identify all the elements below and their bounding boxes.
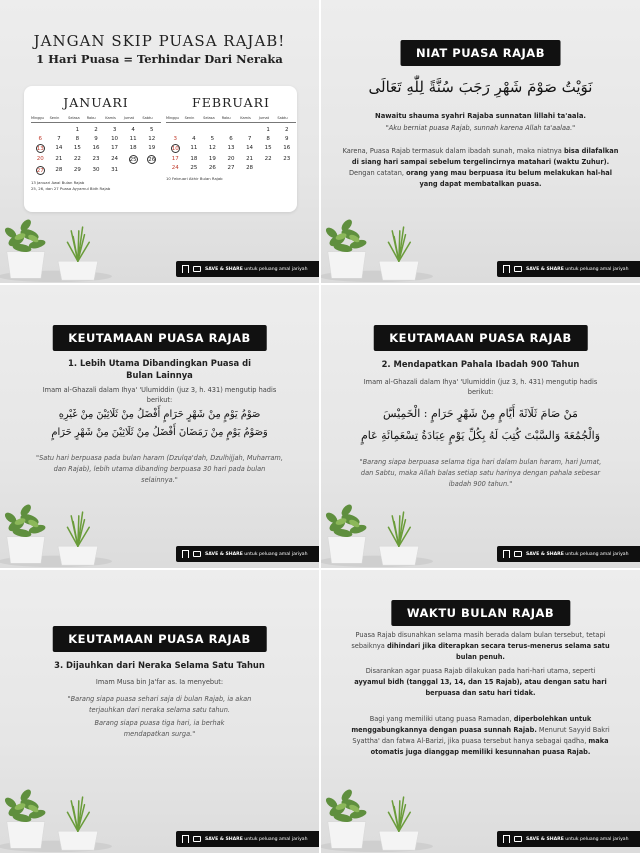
calendar-date: 10 bbox=[111, 136, 119, 142]
calendar-date: 22 bbox=[264, 156, 272, 162]
hadith-arabic-1: صَوْمُ يَوْمٍ مِنْ شَهْرٍ حَرَامٍ أَفْضَلُ مِنْ ثَلَاثِيْنَ مِنْ غَيْرِهِ bbox=[58, 409, 261, 420]
panel-calendar bbox=[0, 0, 319, 283]
calendar-date: 5 bbox=[149, 127, 154, 133]
calendar-date: 17 bbox=[171, 156, 179, 162]
save-share-bar[interactable] bbox=[176, 546, 319, 562]
page-title: JANGAN SKIP PUASA RAJAB! bbox=[33, 32, 286, 50]
calendar-date: 12 bbox=[148, 136, 156, 142]
weekday: Kamis bbox=[240, 116, 251, 120]
plant-pots-image bbox=[321, 763, 436, 853]
calendar-date: 18 bbox=[129, 145, 137, 151]
niat-explanation bbox=[341, 146, 620, 190]
calendar-date: 7 bbox=[57, 136, 61, 142]
weekday: Selasa bbox=[203, 116, 215, 120]
calendar-date bbox=[277, 165, 296, 171]
calendar-date: 17 bbox=[111, 145, 119, 151]
share-icon bbox=[193, 266, 201, 272]
section-heading: 2. Mendapatkan Pahala Ibadah 900 Tahun bbox=[381, 359, 580, 369]
weekday: Minggu bbox=[166, 116, 179, 120]
paragraph-2 bbox=[351, 666, 610, 699]
text-bold: dihindari jika diterapkan secara terus-menerus selama satu bulan penuh. bbox=[386, 642, 610, 661]
save-share-label: SAVE & SHARE bbox=[205, 266, 243, 272]
calendar-date: 3 bbox=[173, 136, 178, 142]
calendar-note: 25, 26, dan 27 Puasa Ayyamul Bidh Rajab bbox=[31, 186, 111, 191]
plant-pots-image bbox=[0, 478, 115, 568]
panel-title: NIAT PUASA RAJAB bbox=[400, 40, 561, 66]
calendar-date: 8 bbox=[75, 136, 80, 142]
calendar-date: 14 bbox=[246, 145, 254, 151]
calendar-date: 6 bbox=[38, 136, 43, 142]
calendar-february bbox=[166, 86, 296, 182]
calendar-date: 4 bbox=[131, 127, 135, 133]
text-segment: Puasa Rajab disunahkan selama masih berada dalam bulan tersebut, tetapi sebaiknya bbox=[351, 631, 606, 650]
share-icon bbox=[514, 266, 522, 272]
weekday-row bbox=[31, 116, 161, 123]
save-share-label: SAVE & SHARE bbox=[526, 266, 564, 272]
calendar-date: 26 bbox=[208, 165, 216, 171]
text-segment: Bagi yang memiliki utang puasa Ramadan, bbox=[369, 715, 514, 723]
calendar-date: 19 bbox=[148, 145, 156, 151]
calendar-date bbox=[31, 127, 50, 133]
weekday: Kamis bbox=[105, 116, 116, 120]
weekday: Rabu bbox=[86, 116, 96, 120]
save-share-bar[interactable] bbox=[497, 261, 640, 277]
calendar-date: 21 bbox=[55, 156, 63, 162]
calendar-date: 7 bbox=[247, 136, 252, 142]
panel-waktu bbox=[321, 570, 640, 853]
niat-meaning: "Aku berniat puasa Rajab, sunnah karena Allah ta'aalaa." bbox=[385, 124, 576, 132]
panel-title: KEUTAMAAN PUASA RAJAB bbox=[52, 626, 267, 652]
quote-1: "Barang siapa puasa sehari saja di bulan Rajab, ia akan terjauhkan dari neraka selama satu tahun. bbox=[67, 695, 252, 714]
calendar-note: 13 Januari Awal Bulan Rajab bbox=[31, 180, 85, 185]
plant-pots-image bbox=[0, 193, 115, 283]
calendar-date bbox=[240, 127, 259, 133]
calendar-date: 29 bbox=[73, 167, 81, 173]
save-share-label: SAVE & SHARE bbox=[205, 551, 243, 557]
save-share-bar[interactable] bbox=[497, 546, 640, 562]
calendar-date: 19 bbox=[208, 156, 216, 162]
calendar-date: 16 bbox=[92, 145, 100, 151]
section-heading: 1. Lebih Utama Dibandingkan Puasa di Bulan Lainnya bbox=[68, 358, 251, 380]
calendar-date: 4 bbox=[192, 136, 196, 142]
hadith-arabic-1: مَنْ صَامَ ثَلَاثَةَ أَيَّامٍ مِنْ شَهْرٍ حَرَامٍ : الْخَمِيْسَ bbox=[383, 407, 578, 420]
text-segment: Menurut Sayyid Bakri Syattha' dan fatwa Al-Barizi, jika puasa tersebut hanya sebagai qadha, bbox=[352, 726, 610, 745]
save-share-text: untuk peluang amal jariyah bbox=[563, 551, 629, 557]
calendar-date bbox=[222, 127, 241, 133]
save-share-label: SAVE & SHARE bbox=[526, 551, 564, 557]
text-bold: orang yang mau berpuasa itu belum melakukan hal-hal yang dapat membatalkan puasa. bbox=[406, 169, 613, 188]
weekday: Sabtu bbox=[277, 116, 288, 120]
save-share-text: untuk peluang amal jariyah bbox=[563, 266, 629, 272]
calendar-date: 1 bbox=[266, 127, 270, 133]
date-grid bbox=[166, 127, 296, 171]
calendar-date bbox=[124, 167, 143, 175]
calendar-date: 27 bbox=[36, 168, 44, 174]
calendar-date bbox=[185, 127, 204, 133]
bookmark-icon bbox=[503, 265, 510, 273]
calendar-date: 5 bbox=[210, 136, 215, 142]
source-text: Imam al-Ghazali dalam Ihya' 'Ulumiddin (juz 3, h. 431) mengutip hadis berikut: bbox=[42, 386, 277, 404]
calendar-note: 10 Februari Akhir Bulan Rajab bbox=[166, 176, 223, 181]
calendar-january bbox=[31, 86, 161, 192]
calendar-date: 13 bbox=[36, 146, 44, 152]
calendar-date: 2 bbox=[94, 127, 98, 133]
calendar-date: 23 bbox=[283, 156, 291, 162]
calendar-date bbox=[259, 165, 278, 171]
calendar-date: 31 bbox=[111, 167, 119, 173]
calendar-date: 1 bbox=[75, 127, 80, 133]
calendar-date: 8 bbox=[266, 136, 270, 142]
calendar-date: 13 bbox=[227, 145, 235, 151]
bookmark-icon bbox=[182, 550, 189, 558]
calendar-date: 9 bbox=[284, 136, 289, 142]
text-segment: Karena, Puasa Rajab termasuk dalam ibadah sunah, maka niatnya bbox=[342, 147, 562, 155]
save-share-bar[interactable] bbox=[176, 831, 319, 847]
weekday: Senin bbox=[49, 116, 60, 120]
save-share-text: untuk peluang amal jariyah bbox=[242, 266, 308, 272]
calendar-date: 20 bbox=[36, 156, 44, 162]
share-icon bbox=[514, 836, 522, 842]
plant-pots-image bbox=[321, 193, 436, 283]
save-share-label: SAVE & SHARE bbox=[526, 836, 564, 842]
weekday: Sabtu bbox=[142, 116, 153, 120]
panel-keutamaan-3 bbox=[0, 570, 319, 853]
source-text: Imam Musa bin Ja'far as. Ia menyebut: bbox=[95, 678, 224, 686]
weekday: Senin bbox=[184, 116, 195, 120]
calendar-date: 20 bbox=[227, 156, 235, 162]
source-text: Imam al-Ghazali dalam Ihya' 'Ulumiddin (juz 3, h. 431) mengutip hadis berikut: bbox=[363, 378, 598, 396]
month-name: FEBRUARI bbox=[192, 95, 270, 110]
calendar-date: 11 bbox=[190, 145, 198, 151]
plant-pots-image bbox=[0, 763, 115, 853]
hadith-arabic-2: وَصَوْمُ يَوْمٍ مِنْ رَمَضَانَ أَفْضَلُ مِنْ ثَلَاثِيْنَ مِنْ شَهْرٍ حَرَامٍ bbox=[51, 427, 268, 438]
calendar-date: 9 bbox=[94, 136, 98, 142]
calendar-date: 24 bbox=[111, 156, 119, 162]
calendar-date: 28 bbox=[246, 165, 254, 171]
panel-keutamaan-2 bbox=[321, 285, 640, 568]
text-segment: Disarankan agar puasa Rajab dilakukan pada hari-hari utama, seperti bbox=[365, 667, 596, 675]
calendar-date: 30 bbox=[92, 167, 100, 173]
calendar-date bbox=[166, 127, 185, 133]
calendar-date: 11 bbox=[129, 136, 137, 142]
hadith-arabic-2: وَالْجُمُعَةَ وَالسَّبْتَ كُتِبَ لَهُ بِكُلِّ يَوْمٍ عِبَادَةُ تِسْعَمِائَةِ عَامٍ bbox=[360, 429, 601, 442]
page-subtitle: 1 Hari Puasa = Terhindar Dari Neraka bbox=[36, 52, 283, 66]
calendar-date bbox=[142, 167, 161, 175]
hadith-translation: "Barang siapa berpuasa selama tiga hari dalam bulan haram, hari Jumat, dan Sabtu, maka Allah balas setiap satu harinya dengan pahala sebesar ibadah 900 tahun." bbox=[359, 458, 602, 488]
calendar-date: 10 bbox=[171, 146, 179, 152]
weekday: Minggu bbox=[31, 116, 44, 120]
calendar-date bbox=[50, 127, 69, 133]
paragraph-3 bbox=[351, 714, 610, 758]
calendar-date: 15 bbox=[264, 145, 272, 151]
bookmark-icon bbox=[503, 835, 510, 843]
save-share-text: untuk peluang amal jariyah bbox=[242, 836, 308, 842]
calendar-date: 16 bbox=[283, 145, 291, 151]
text-bold: ayyamul bidh (tanggal 13, 14, dan 15 Rajab), atau dengan satu hari berpuasa dan satu hari tidak. bbox=[354, 678, 607, 697]
weekday: Jumat bbox=[123, 116, 135, 120]
calendar-date: 28 bbox=[55, 167, 63, 173]
hadith-translation: "Satu hari berpuasa pada bulan haram (Dzulqa'dah, Dzulhijjah, Muharram, dan Rajab), lebih utama dibanding berpuasa 30 hari pada bulan selainnya." bbox=[36, 454, 283, 484]
calendar-date: 2 bbox=[284, 127, 289, 133]
section-heading: 3. Dijauhkan dari Neraka Selama Satu Tahun bbox=[54, 660, 265, 670]
calendar-date: 6 bbox=[229, 136, 233, 142]
text-bold: maka otomatis juga dianggap memiliki kesunnahan puasa Rajab. bbox=[370, 737, 609, 756]
save-share-text: untuk peluang amal jariyah bbox=[242, 551, 308, 557]
save-share-bar[interactable] bbox=[176, 261, 319, 277]
calendar-date: 25 bbox=[190, 165, 198, 171]
calendar-date: 25 bbox=[129, 157, 137, 163]
quote-2: Barang siapa puasa tiga hari, ia berhak mendapatkan surga." bbox=[94, 719, 225, 738]
month-name: JANUARI bbox=[63, 95, 129, 110]
calendar-date: 12 bbox=[208, 145, 216, 151]
calendar-date: 24 bbox=[171, 165, 179, 171]
save-share-label: SAVE & SHARE bbox=[205, 836, 243, 842]
text-segment: Dengan catatan, bbox=[348, 169, 404, 177]
calendar-date: 3 bbox=[112, 127, 117, 133]
calendar-date: 27 bbox=[227, 165, 235, 171]
panel-title: KEUTAMAAN PUASA RAJAB bbox=[52, 325, 267, 351]
weekday: Selasa bbox=[68, 116, 80, 120]
paragraph-1 bbox=[351, 630, 610, 663]
calendar-date bbox=[203, 127, 222, 133]
save-share-bar[interactable] bbox=[497, 831, 640, 847]
calendar-date: 18 bbox=[190, 156, 198, 162]
panel-title: KEUTAMAAN PUASA RAJAB bbox=[373, 325, 588, 351]
calendar-date: 21 bbox=[246, 156, 254, 162]
date-grid bbox=[31, 127, 161, 175]
panel-keutamaan-1 bbox=[0, 285, 319, 568]
text-bold: bisa dilafalkan di siang hari sampai sebelum tergelincirnya matahari (waktu Zuhur). bbox=[351, 147, 619, 166]
bookmark-icon bbox=[182, 835, 189, 843]
calendar-date: 14 bbox=[55, 145, 63, 151]
weekday-row bbox=[166, 116, 296, 123]
calendar-date: 26 bbox=[148, 157, 156, 163]
panel-title: WAKTU BULAN RAJAB bbox=[391, 600, 570, 626]
share-icon bbox=[514, 551, 522, 557]
weekday: Rabu bbox=[221, 116, 231, 120]
niat-arabic: نَوَيْتُ صَوْمَ شَهْرِ رَجَبَ سُنَّةً لِلّٰهِ تَعَالَى bbox=[368, 78, 593, 96]
weekday: Jumat bbox=[258, 116, 270, 120]
bookmark-icon bbox=[503, 550, 510, 558]
save-share-text: untuk peluang amal jariyah bbox=[563, 836, 629, 842]
panel-niat bbox=[321, 0, 640, 283]
text-bold: diperbolehkan untuk menggabungkannya dengan puasa sunnah Rajab. bbox=[351, 715, 592, 734]
share-icon bbox=[193, 836, 201, 842]
calendar-date: 23 bbox=[92, 156, 100, 162]
niat-latin: Nawaitu shauma syahri Rajaba sunnatan lillahi ta'aala. bbox=[375, 112, 586, 120]
plant-pots-image bbox=[321, 478, 436, 568]
bookmark-icon bbox=[182, 265, 189, 273]
share-icon bbox=[193, 551, 201, 557]
calendar-date: 15 bbox=[73, 145, 81, 151]
calendar-date: 22 bbox=[73, 156, 81, 162]
